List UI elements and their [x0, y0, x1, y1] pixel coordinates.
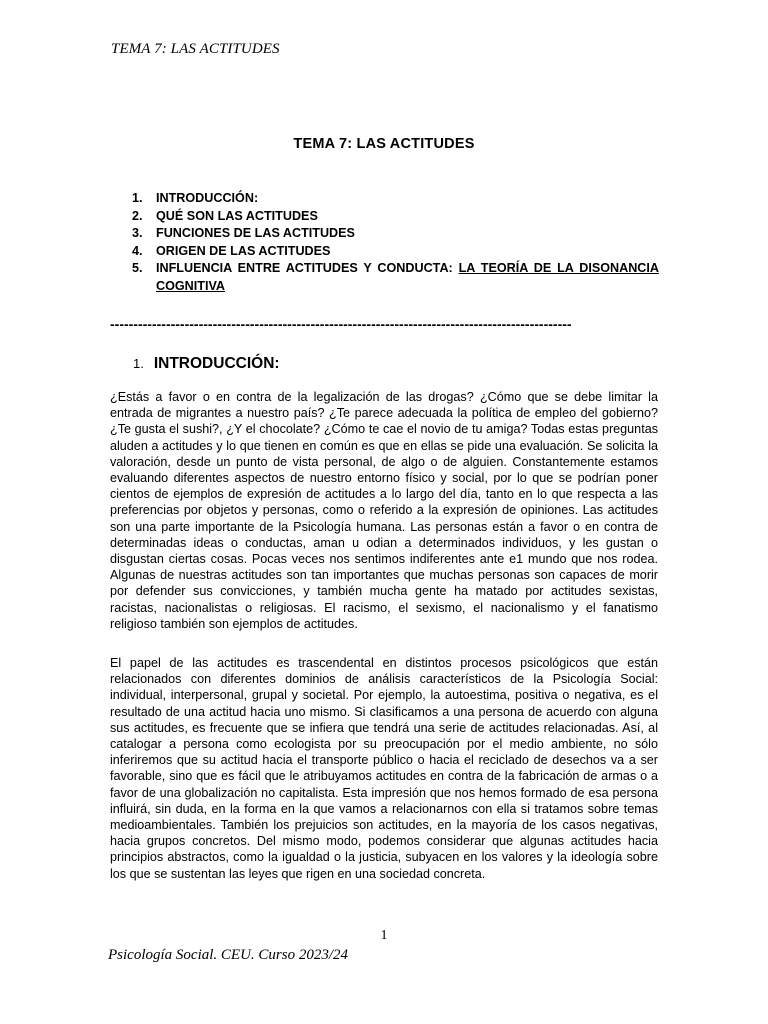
toc-item [110, 190, 659, 208]
section-title: INTRODUCCIÓN: [153, 355, 280, 372]
toc-number: 1. [132, 191, 143, 205]
toc-number: 3. [132, 226, 143, 241]
toc-item [110, 208, 659, 226]
toc-label-underlined: LA TEORÍA DE LA DISONANCIA [458, 261, 659, 276]
page-header: TEMA 7: LAS ACTITUDES [111, 41, 280, 57]
toc-label: QUÉ SON LAS ACTITUDES [156, 208, 318, 223]
table-of-contents [110, 190, 659, 296]
page-footer: Psicología Social. CEU. Curso 2023/24 [108, 947, 348, 963]
toc-label-underlined: COGNITIVA [156, 278, 226, 293]
page-number: 1 [380, 928, 388, 943]
toc-number: 4. [132, 243, 143, 258]
toc-label-line [156, 260, 659, 278]
toc-item [110, 225, 659, 243]
toc-label: INTRODUCCIÓN: [156, 191, 259, 205]
dashed-divider: --------------------------------------------------------------------------------------------------- [110, 316, 572, 332]
toc-label: ORIGEN DE LAS ACTITUDES [156, 243, 331, 258]
document-title: TEMA 7: LAS ACTITUDES [293, 136, 475, 152]
toc-label: INFLUENCIA ENTRE ACTITUDES Y CONDUCTA: [156, 261, 453, 276]
body-paragraph: El papel de las actitudes es trascendental en distintos procesos psicológicos que están relacionados con diferentes dominios de análisis característicos de la Psicología Social: individual, interpersonal, grupal y societal. Por ejemplo, la autoestima, positiva o negativa, es el resultado de una actitud hacia uno mismo. Si clasificamos a una persona de acuerdo con alguna sus actitudes, es frecuente que se infiera que tendrá una serie de actitudes relacionadas. Así, al catalogar a persona como ecologista por su preocupación por el medio ambiente, no sólo inferiremos que su actitud hacia el transporte público o hacia el reciclado de desechos va a ser favorable, sino que es fácil que le atribuyamos actitudes en contra de la fabricación de armas o a favor de una globalización no capitalista. Esta impresión que nos hemos formado de esa persona influirá, sin duda, en la forma en la que vamos a relacionarnos con ella si tratamos sobre temas medioambientales. También los prejuicios son actitudes, en la mayoría de los casos negativas, hacia grupos concretos. Del mismo modo, podemos considerar que algunas actitudes hacia principios abstractos, como la igualdad o la justicia, subyacen en los valores y la ideología sobre los que se sustentan las leyes que rigen en una sociedad concreta. [110, 656, 658, 881]
toc-item [110, 260, 659, 295]
toc-number: 2. [132, 208, 143, 223]
toc-label: FUNCIONES DE LAS ACTITUDES [156, 226, 355, 241]
section-number: 1. [133, 356, 144, 371]
section-heading [133, 355, 280, 373]
toc-number: 5. [132, 261, 143, 276]
body-paragraph: ¿Estás a favor o en contra de la legalización de las drogas? ¿Cómo que se debe limitar la entrada de migrantes a nuestro país? ¿Te parece adecuada la política de empleo del gobierno? ¿Te gusta el sushi?, ¿Y el chocolate? ¿Cómo te cae el novio de tu amiga? Todas estas preguntas aluden a actitudes y lo que tienen en común es que en ellas se pide una evaluación. Se solicita la valoración, desde un punto de vista personal, de algo o de alguien. Constantemente estamos evaluando diferentes aspectos de nuestro entorno físico y social, por lo que se podrían poner cientos de ejemplos de expresión de actitudes a lo largo del día, tanto en lo que respecta a las preferencias por objetos y personas, como o referido a la expresión de opiniones. Las actitudes son una parte importante de la Psicología humana. Las personas están a favor o en contra de determinadas ideas o conductas, aman u odian a determinados individuos, y les gustan o disgustan ciertas cosas. Pocas veces nos sentimos indiferentes ante e1 mundo que nos rodea. Algunas de nuestras actitudes son tan importantes que muchas personas son capaces de morir por defender sus convicciones, y también mucha gente ha matado por actitudes sexistas, racistas, nacionalistas o religiosas. El racismo, el sexismo, el nacionalismo y el fanatismo religioso también son ejemplos de actitudes. [110, 390, 658, 631]
toc-item [110, 243, 659, 261]
